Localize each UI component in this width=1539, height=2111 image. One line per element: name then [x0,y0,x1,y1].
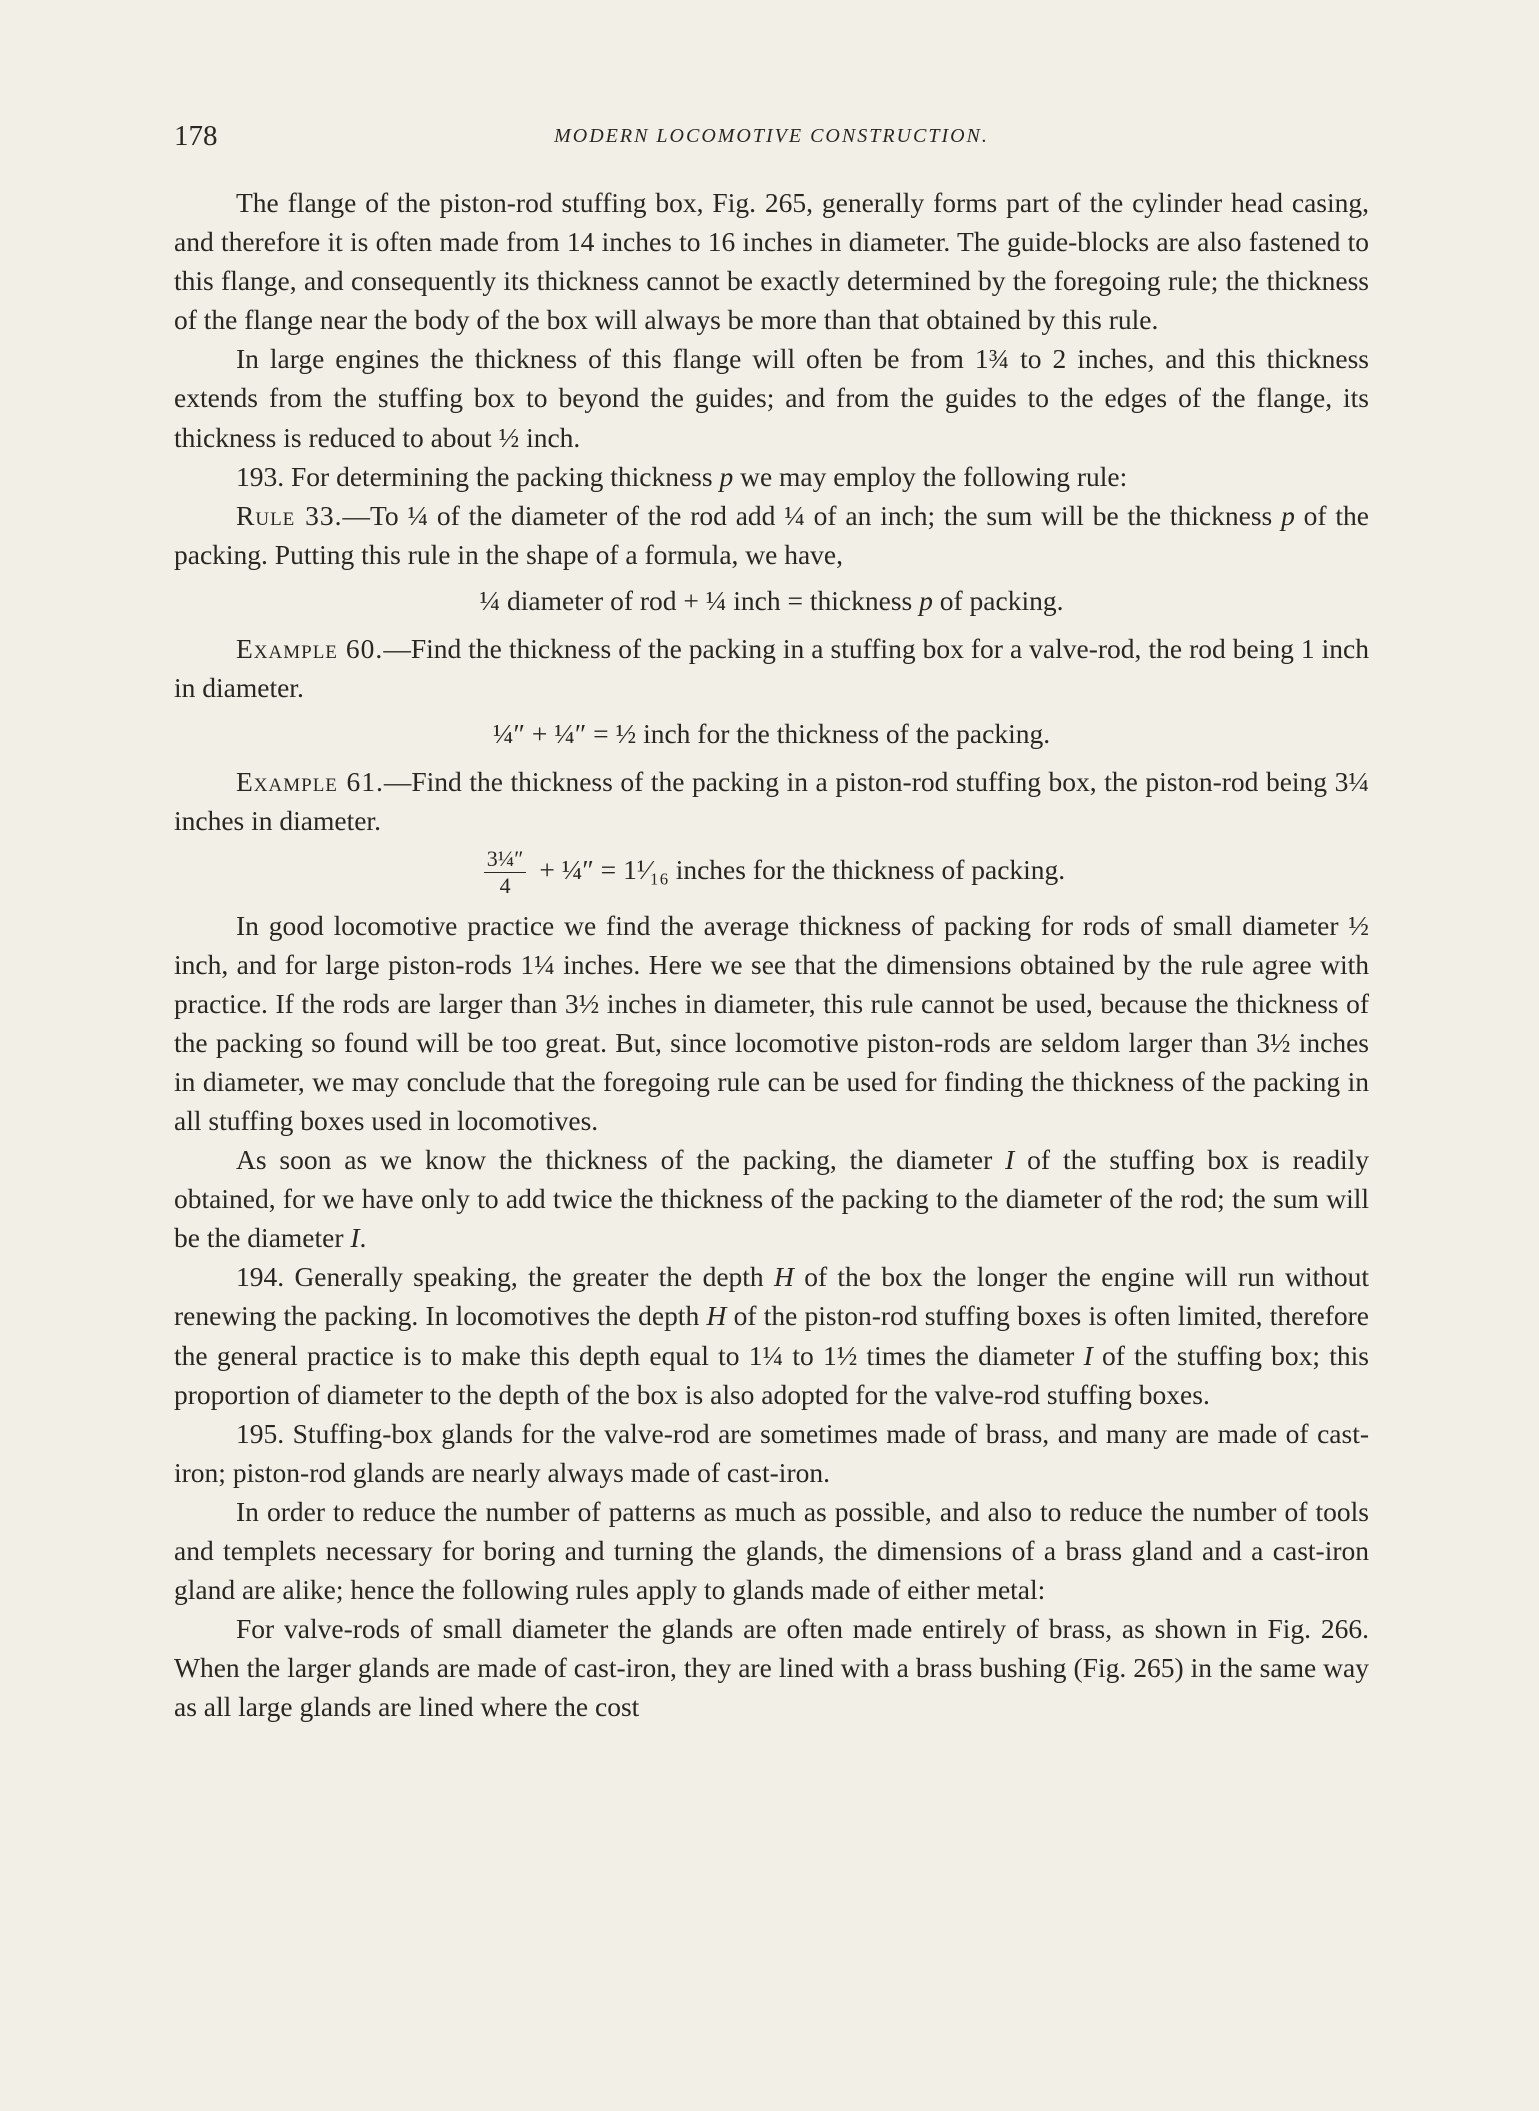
text: —Find the thickness of the packing in a piston-rod stuffing box, the piston-rod being 3¼ inches in diameter. [174,766,1369,837]
example-label: Example 61. [236,766,384,798]
text: —To ¼ of the diameter of the rod add ¼ of an inch; the sum will be the thickness [342,499,1282,531]
text: of the piston-rod stuffing boxes is often limited, therefore the general practice is to make this depth equal to 1¼ to 1½ times the diameter [174,1300,1370,1371]
formula-packing-thickness [174,581,1369,620]
page-header [174,120,1369,160]
text: of packing. [932,584,1064,616]
paragraph-194 [174,1257,1369,1413]
text: —Find the thickness of the packing in a stuffing box for a valve-rod, the rod being 1 inch in diameter. [174,633,1369,704]
fraction-numerator: 3¼″ [484,848,527,873]
variable-H: H [706,1300,727,1332]
text: we may employ the following rule: [733,460,1128,492]
fraction-denominator: 4 [499,872,511,898]
paragraph-patterns: In order to reduce the number of patterns as much as possible, and also to reduce the number of tools and templets necessary for boring and turning the glands, the dimensions of a brass gland and a cast-iron gland are alike; hence the following rules apply to glands made of either metal: [174,1495,1369,1606]
variable-p: p [719,460,734,492]
variable-I: I [1083,1339,1093,1371]
formula-example-61 [174,845,1369,898]
variable-I: I [1005,1144,1015,1176]
variable-p: p [919,584,933,616]
text: 194. Generally speaking, the greater the depth [236,1261,774,1293]
running-title: MODERN LOCOMOTIVE CONSTRUCTION. [554,125,989,147]
text: of the stuffing box; this proportion of diameter to the depth of the box is also adopted for the valve-rod stuffing boxes. [174,1339,1369,1410]
variable-p: p [1281,499,1295,531]
paragraph-large-engines: In large engines the thickness of this flange will often be from 1¾ to 2 inches, and this thickness extends from the stuffing box to beyond the guides; and from the guides to the edges of the flange, its thickness is reduced to about ½ inch. [174,343,1369,453]
text: . [359,1222,367,1254]
example-61 [174,762,1369,840]
paragraph-193 [174,457,1369,496]
paragraph-195: 195. Stuffing-box glands for the valve-rod are sometimes made of brass, and many are made of cast-iron; piston-rod glands are nearly always made of cast-iron. [174,1417,1369,1488]
text: 193. For determining the packing thickness [236,460,720,492]
fraction [484,845,527,898]
paragraph-valve-rods: For valve-rods of small diameter the glands are often made entirely of brass, as shown in Fig. 266. When the larger glands are made of cast-iron, they are lined with a brass bushing (Fig. 265) in the same way as all large glands are lined where the cost [174,1613,1369,1723]
text: ¼ diameter of rod + ¼ inch = thickness [479,584,920,616]
text: of the packing. Putting this rule in the shape of a formula, we have, [174,499,1369,570]
variable-H: H [774,1261,794,1293]
paragraph-flange: The flange of the piston-rod stuffing box, Fig. 265, generally forms part of the cylinder head casing, and therefore it is often made from 14 inches to 16 inches in diameter. The guide-blocks are also fastened to this flange, and consequently its thickness cannot be exactly determined by the foregoing rule; the thickness of the flange near the body of the box will always be more than that obtained by this rule. [174,187,1369,336]
text: + ¼″ = 1¹⁄₁₆ inches for the thickness of packing. [539,853,1066,885]
text: of the stuffing box is readily obtained, for we have only to add twice the thickness of the packing to the diameter of the rod; the sum will be the diameter [174,1144,1369,1254]
text: As soon as we know the thickness of the packing, the diameter [236,1144,1006,1176]
example-60 [174,629,1369,707]
paragraph-practice: In good locomotive practice we find the average thickness of packing for rods of small diameter ½ inch, and for large piston-rods 1¼ inches. Here we see that the dimensions obtained by the rule agree with practice. If the rods are larger than 3½ inches in diameter, this rule cannot be used, because the thickness of the packing so found will be too great. But, since locomotive piston-rods are seldom larger than 3½ inches in diameter, we may conclude that the foregoing rule can be used for finding the thickness of the packing in all stuffing boxes used in locomotives. [174,909,1369,1136]
example-label: Example 60. [236,633,384,665]
paragraph-diameter-I [174,1140,1369,1257]
text: of the box the longer the engine will run without renewing the packing. In locomotives the depth [174,1261,1369,1332]
rule-33 [174,496,1369,574]
rule-label: Rule 33. [236,499,343,531]
page-number: 178 [174,120,218,152]
formula-example-60: ¼″ + ¼″ = ½ inch for the thickness of the packing. [492,718,1051,750]
body-text [174,183,1369,1726]
variable-I: I [350,1222,360,1254]
